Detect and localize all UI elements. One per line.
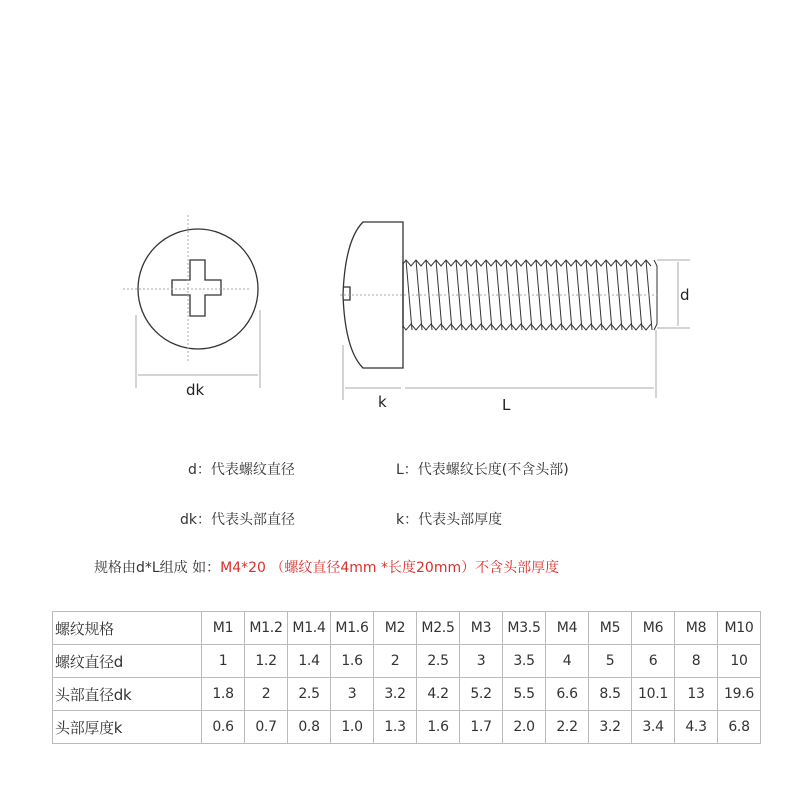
- table-cell: 6.6: [546, 678, 589, 711]
- table-cell: 2.2: [546, 711, 589, 744]
- legend-dk: dk：代表头部直径: [180, 512, 295, 528]
- spec-note: [94, 557, 559, 577]
- table-cell: M1.6: [331, 612, 374, 645]
- table-cell: 1.7: [460, 711, 503, 744]
- table-cell: 4: [546, 645, 589, 678]
- table-cell: 1.6: [331, 645, 374, 678]
- table-cell: M1: [202, 612, 245, 645]
- table-cell: 6.8: [718, 711, 761, 744]
- spec-prefix: 规格由d*L组成 如：: [94, 560, 221, 576]
- table-cell: 0.7: [245, 711, 288, 744]
- table-cell: M1.2: [245, 612, 288, 645]
- table-cell: M5: [589, 612, 632, 645]
- table-cell: M1.4: [288, 612, 331, 645]
- table-cell: 19.6: [718, 678, 761, 711]
- table-cell: 6: [632, 645, 675, 678]
- legend-L: L：代表螺纹长度(不含头部): [396, 462, 569, 478]
- phillips-cross-icon: [172, 260, 221, 316]
- table-cell: 1: [202, 645, 245, 678]
- table-cell: 1.8: [202, 678, 245, 711]
- table-cell: 3.2: [374, 678, 417, 711]
- table-cell: 1.0: [331, 711, 374, 744]
- legend-d: d：代表螺纹直径: [188, 462, 295, 478]
- table-cell: 3.2: [589, 711, 632, 744]
- table-cell: M8: [675, 612, 718, 645]
- table-cell: 1.4: [288, 645, 331, 678]
- table-cell: 3.5: [503, 645, 546, 678]
- table-cell: M2.5: [417, 612, 460, 645]
- table-cell: M3.5: [503, 612, 546, 645]
- table-cell: 1.3: [374, 711, 417, 744]
- table-cell: 1.2: [245, 645, 288, 678]
- spec-example: M4*20 （螺纹直径4mm *长度20mm）不含头部厚度: [220, 560, 560, 576]
- table-cell: 8.5: [589, 678, 632, 711]
- table-cell: 13: [675, 678, 718, 711]
- row-label: 螺纹规格: [53, 612, 202, 645]
- dk-label: dk: [186, 381, 205, 399]
- table-cell: 5.2: [460, 678, 503, 711]
- row-label: 螺纹直径d: [53, 645, 202, 678]
- side-view: [340, 222, 690, 400]
- table-row: [53, 612, 761, 645]
- table-row: [53, 711, 761, 744]
- table-cell: 3: [331, 678, 374, 711]
- table-cell: M10: [718, 612, 761, 645]
- thread-crest: [403, 260, 651, 266]
- table-cell: 3.4: [632, 711, 675, 744]
- table-cell: 0.8: [288, 711, 331, 744]
- table-cell: 3: [460, 645, 503, 678]
- row-label: 头部厚度k: [53, 711, 202, 744]
- table-cell: 10.1: [632, 678, 675, 711]
- legend-k: k：代表头部厚度: [396, 512, 503, 528]
- table-cell: 5.5: [503, 678, 546, 711]
- k-label: k: [378, 393, 387, 411]
- table-row: [53, 645, 761, 678]
- thread-crest: [403, 324, 651, 330]
- L-label: L: [502, 396, 511, 414]
- spec-table: [52, 611, 761, 744]
- d-label: d: [680, 286, 690, 304]
- table-cell: 2.5: [417, 645, 460, 678]
- table-cell: 4.3: [675, 711, 718, 744]
- table-cell: 2: [374, 645, 417, 678]
- table-cell: 1.6: [417, 711, 460, 744]
- table-cell: 2.5: [288, 678, 331, 711]
- table-cell: 0.6: [202, 711, 245, 744]
- slot: [343, 287, 350, 300]
- table-cell: 10: [718, 645, 761, 678]
- table-cell: 5: [589, 645, 632, 678]
- table-cell: 2: [245, 678, 288, 711]
- row-label: 头部直径dk: [53, 678, 202, 711]
- table-cell: 2.0: [503, 711, 546, 744]
- table-cell: 4.2: [417, 678, 460, 711]
- table-cell: 8: [675, 645, 718, 678]
- table-cell: M3: [460, 612, 503, 645]
- table-cell: M4: [546, 612, 589, 645]
- table-row: [53, 678, 761, 711]
- table-cell: M2: [374, 612, 417, 645]
- table-cell: M6: [632, 612, 675, 645]
- top-view: [123, 215, 260, 388]
